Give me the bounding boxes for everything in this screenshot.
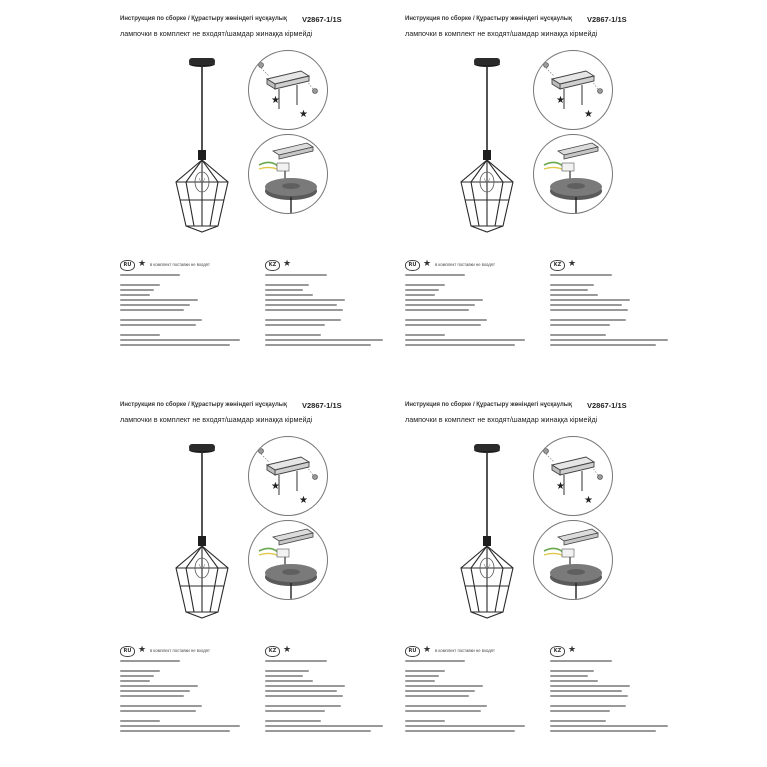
svg-text:★: ★ <box>556 481 565 492</box>
text-line <box>120 309 184 311</box>
text-line <box>120 730 230 732</box>
text-line <box>120 304 190 306</box>
svg-text:★: ★ <box>556 95 565 106</box>
text-line <box>265 670 309 672</box>
title-row <box>405 402 700 414</box>
text-line <box>405 324 481 326</box>
text-line <box>550 344 656 346</box>
text-line <box>405 319 487 321</box>
text-line <box>265 274 327 276</box>
ru-badge: RU <box>405 260 420 271</box>
title-row <box>405 16 700 28</box>
text-line <box>120 339 240 341</box>
instruction-heading: Инструкция по сборке / Құрастыру жөніндегі нұсқаулық <box>120 402 287 408</box>
text-line <box>265 710 325 712</box>
instruction-panel-4 <box>395 398 695 758</box>
instruction-panel-3 <box>110 398 410 758</box>
pendant-lamp-drawing <box>437 50 537 250</box>
text-line <box>550 299 630 301</box>
text-line <box>120 294 150 296</box>
star-icon: ★ <box>423 258 432 268</box>
text-line <box>265 720 321 722</box>
text-line <box>265 660 327 662</box>
text-line <box>120 705 202 707</box>
text-line <box>120 334 160 336</box>
text-line <box>550 304 622 306</box>
text-line <box>265 284 309 286</box>
pendant-lamp-drawing <box>437 436 537 636</box>
bracket-drawing <box>249 51 327 129</box>
ru-note-text: в комплект поставки не входят <box>150 648 210 653</box>
pendant-lamp-illustration <box>152 436 252 636</box>
wiring-drawing <box>534 135 612 213</box>
text-line <box>550 685 630 687</box>
bracket-drawing <box>249 437 327 515</box>
kz-specs-text <box>265 660 400 735</box>
kz-badge: KZ <box>550 646 565 657</box>
star-icon: ★ <box>568 258 577 268</box>
pendant-lamp-illustration <box>437 50 537 250</box>
wiring-detail <box>248 520 328 600</box>
text-line <box>550 690 622 692</box>
svg-text:★: ★ <box>584 109 593 120</box>
pendant-lamp-illustration <box>437 436 537 636</box>
text-line <box>405 670 445 672</box>
svg-text:★: ★ <box>299 495 308 506</box>
text-line <box>120 284 160 286</box>
ru-note <box>120 260 260 272</box>
wiring-drawing <box>249 521 327 599</box>
text-line <box>550 705 626 707</box>
text-line <box>120 680 150 682</box>
text-line <box>120 725 240 727</box>
text-line <box>550 680 598 682</box>
ru-note <box>120 646 260 658</box>
model-number: V2867-1/1S <box>587 15 627 24</box>
text-line <box>265 309 343 311</box>
text-line <box>265 675 303 677</box>
text-line <box>550 660 612 662</box>
text-line <box>405 274 465 276</box>
text-line <box>405 690 475 692</box>
text-line <box>405 294 435 296</box>
text-line <box>120 344 230 346</box>
text-line <box>550 710 610 712</box>
instruction-heading: Инструкция по сборке / Құрастыру жөніндегі нұсқаулық <box>120 16 287 22</box>
pendant-lamp-illustration <box>152 50 252 250</box>
instruction-heading: Инструкция по сборке / Құрастыру жөніндегі нұсқаулық <box>405 16 572 22</box>
kz-specs-text <box>265 274 400 349</box>
text-line <box>120 670 160 672</box>
text-line <box>265 685 345 687</box>
text-line <box>550 339 668 341</box>
model-number: V2867-1/1S <box>302 401 342 410</box>
star-icon: ★ <box>423 644 432 654</box>
bulbs-note: лампочки в комплект не входят/шамдар жинаққа кірмейді <box>405 29 598 38</box>
text-line <box>405 299 483 301</box>
wiring-detail <box>533 520 613 600</box>
text-line <box>550 675 588 677</box>
text-line <box>405 730 515 732</box>
text-line <box>550 695 628 697</box>
ru-badge: RU <box>405 646 420 657</box>
ru-badge: RU <box>120 646 135 657</box>
text-line <box>405 284 445 286</box>
text-line <box>265 299 345 301</box>
text-line <box>120 274 180 276</box>
text-line <box>120 710 196 712</box>
ru-specs-text <box>405 660 540 735</box>
text-line <box>265 730 371 732</box>
text-line <box>265 705 341 707</box>
instruction-heading: Инструкция по сборке / Құрастыру жөніндегі нұсқаулық <box>405 402 572 408</box>
bulbs-note: лампочки в комплект не входят/шамдар жинаққа кірмейді <box>405 415 598 424</box>
ru-note-text: в комплект поставки не входят <box>150 262 210 267</box>
text-line <box>265 324 325 326</box>
text-line <box>405 334 445 336</box>
kz-note <box>550 646 690 658</box>
text-line <box>550 309 628 311</box>
kz-badge: KZ <box>265 646 280 657</box>
text-line <box>405 339 525 341</box>
text-line <box>550 725 668 727</box>
text-line <box>265 319 341 321</box>
text-line <box>405 705 487 707</box>
ru-badge: RU <box>120 260 135 271</box>
ru-specs-text <box>120 660 255 735</box>
text-line <box>265 690 337 692</box>
wiring-drawing <box>534 521 612 599</box>
ru-note <box>405 646 545 658</box>
text-line <box>405 685 483 687</box>
text-line <box>550 730 656 732</box>
text-line <box>120 289 154 291</box>
wiring-detail <box>248 134 328 214</box>
svg-text:★: ★ <box>271 481 280 492</box>
bulbs-note: лампочки в комплект не входят/шамдар жинаққа кірмейді <box>120 29 313 38</box>
text-line <box>405 675 439 677</box>
star-icon: ★ <box>138 644 147 654</box>
text-line <box>405 344 515 346</box>
text-line <box>405 695 469 697</box>
text-line <box>265 294 313 296</box>
kz-note <box>265 260 405 272</box>
text-line <box>405 309 469 311</box>
text-line <box>550 319 626 321</box>
star-icon: ★ <box>568 644 577 654</box>
text-line <box>265 695 343 697</box>
ru-note-text: в комплект поставки не входят <box>435 262 495 267</box>
ru-specs-text <box>120 274 255 349</box>
text-line <box>405 289 439 291</box>
mounting-bracket-detail <box>248 50 328 130</box>
svg-text:★: ★ <box>584 495 593 506</box>
text-line <box>550 324 610 326</box>
text-line <box>120 720 160 722</box>
text-line <box>265 725 383 727</box>
ru-note <box>405 260 545 272</box>
wiring-detail <box>533 134 613 214</box>
pendant-lamp-drawing <box>152 50 252 250</box>
title-row <box>120 16 415 28</box>
text-line <box>265 304 337 306</box>
text-line <box>550 274 612 276</box>
text-line <box>120 685 198 687</box>
model-number: V2867-1/1S <box>302 15 342 24</box>
mounting-bracket-detail <box>533 50 613 130</box>
text-line <box>550 294 598 296</box>
svg-text:★: ★ <box>271 95 280 106</box>
kz-note <box>265 646 405 658</box>
text-line <box>405 720 445 722</box>
text-line <box>265 339 383 341</box>
bracket-drawing <box>534 437 612 515</box>
text-line <box>120 660 180 662</box>
instruction-panel-2 <box>395 12 695 372</box>
text-line <box>265 680 313 682</box>
pendant-lamp-drawing <box>152 436 252 636</box>
star-icon: ★ <box>283 644 292 654</box>
star-icon: ★ <box>283 258 292 268</box>
text-line <box>120 319 202 321</box>
wiring-drawing <box>249 135 327 213</box>
text-line <box>405 304 475 306</box>
text-line <box>550 720 606 722</box>
text-line <box>265 344 371 346</box>
text-line <box>550 670 594 672</box>
mounting-bracket-detail <box>248 436 328 516</box>
svg-text:★: ★ <box>299 109 308 120</box>
kz-specs-text <box>550 274 685 349</box>
text-line <box>405 725 525 727</box>
bulbs-note: лампочки в комплект не входят/шамдар жинаққа кірмейді <box>120 415 313 424</box>
text-line <box>550 289 588 291</box>
text-line <box>120 324 196 326</box>
text-line <box>405 660 465 662</box>
text-line <box>120 695 184 697</box>
star-icon: ★ <box>138 258 147 268</box>
text-line <box>405 710 481 712</box>
text-line <box>120 675 154 677</box>
text-line <box>265 334 321 336</box>
text-line <box>265 289 303 291</box>
kz-note <box>550 260 690 272</box>
instruction-panel-1 <box>110 12 410 372</box>
bracket-drawing <box>534 51 612 129</box>
text-line <box>120 299 198 301</box>
text-line <box>120 690 190 692</box>
text-line <box>550 284 594 286</box>
title-row <box>120 402 415 414</box>
ru-note-text: в комплект поставки не входят <box>435 648 495 653</box>
ru-specs-text <box>405 274 540 349</box>
mounting-bracket-detail <box>533 436 613 516</box>
text-line <box>550 334 606 336</box>
model-number: V2867-1/1S <box>587 401 627 410</box>
kz-specs-text <box>550 660 685 735</box>
kz-badge: KZ <box>265 260 280 271</box>
kz-badge: KZ <box>550 260 565 271</box>
text-line <box>405 680 435 682</box>
